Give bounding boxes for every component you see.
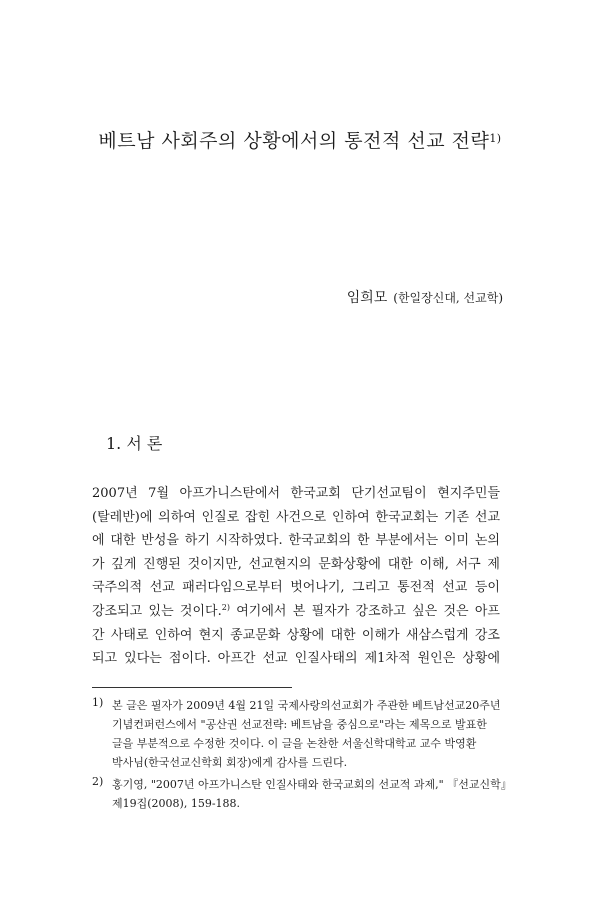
footnote (92, 696, 507, 772)
footnote-line: 글을 부분적으로 수정한 것이다. 이 글을 논찬한 서울신학대학교 교수 박영환 (112, 737, 477, 750)
footnote-line: 기념컨퍼런스에서 "공산권 선교전략: 베트남을 중심으로"라는 제목으로 발표한 (112, 718, 487, 731)
footnotes (92, 696, 512, 816)
section-heading: 1. 서 론 (106, 434, 163, 453)
body-line: 에 대한 반성을 하기 시작하였다. 한국교회의 한 부분에서는 이미 논의 (92, 533, 500, 549)
author-line (347, 287, 503, 307)
body-line (92, 600, 500, 624)
body-line-text: 여기에서 본 필자가 강조하고 싶은 것은 아프 (229, 603, 500, 619)
body-line-text: 강조되고 있는 것이다. (92, 603, 222, 619)
title-footnote-marker: 1) (489, 132, 502, 145)
body-paragraph (92, 482, 500, 671)
body-line: 간 사태로 인하여 현지 종교문화 상황에 대한 이해가 새삼스럽게 강조 (92, 627, 500, 643)
footnote-number: 1) (92, 696, 104, 709)
paper-title (0, 126, 600, 153)
footnote-line: 홍기영, "2007년 아프가니스탄 인질사태와 한국교회의 선교적 과제," 『선교신학』 (112, 778, 512, 791)
body-line: 가 깊게 진행된 것이지만, 선교현지의 문화상황에 대한 이해, 서구 제 (92, 556, 500, 572)
paper-title-text: 베트남 사회주의 상황에서의 통전적 선교 전략 (98, 130, 490, 152)
footnote-number: 2) (92, 775, 104, 788)
body-footnote-marker: 2) (221, 602, 230, 612)
body-line: 2007년 7월 아프가니스탄에서 한국교회 단기선교팀이 현지주민들 (92, 486, 500, 501)
footnote-line: 박사님(한국선교신학회 회장)에게 감사를 드린다. (112, 756, 348, 769)
footnote (92, 775, 512, 813)
body-line: 국주의적 선교 패러다임으로부터 벗어나기, 그리고 통전적 선교 등이 (92, 580, 500, 596)
author-name: 임희모 (346, 290, 388, 306)
footnote-line: 본 글은 필자가 2009년 4월 21일 국제사랑의선교회가 주관한 베트남선교20주년 (112, 699, 501, 712)
body-line: 되고 있다는 점이다. 아프간 선교 인질사태의 제1차적 원인은 상황에 (92, 651, 500, 667)
body-line: (탈레반)에 의하여 인질로 잡힌 사건으로 인하여 한국교회는 기존 선교 (92, 509, 500, 525)
author-affiliation: (한일장신대, 선교학) (393, 291, 503, 305)
footnote-divider (92, 687, 292, 688)
footnote-line: 제19집(2008), 159-188. (112, 797, 241, 810)
